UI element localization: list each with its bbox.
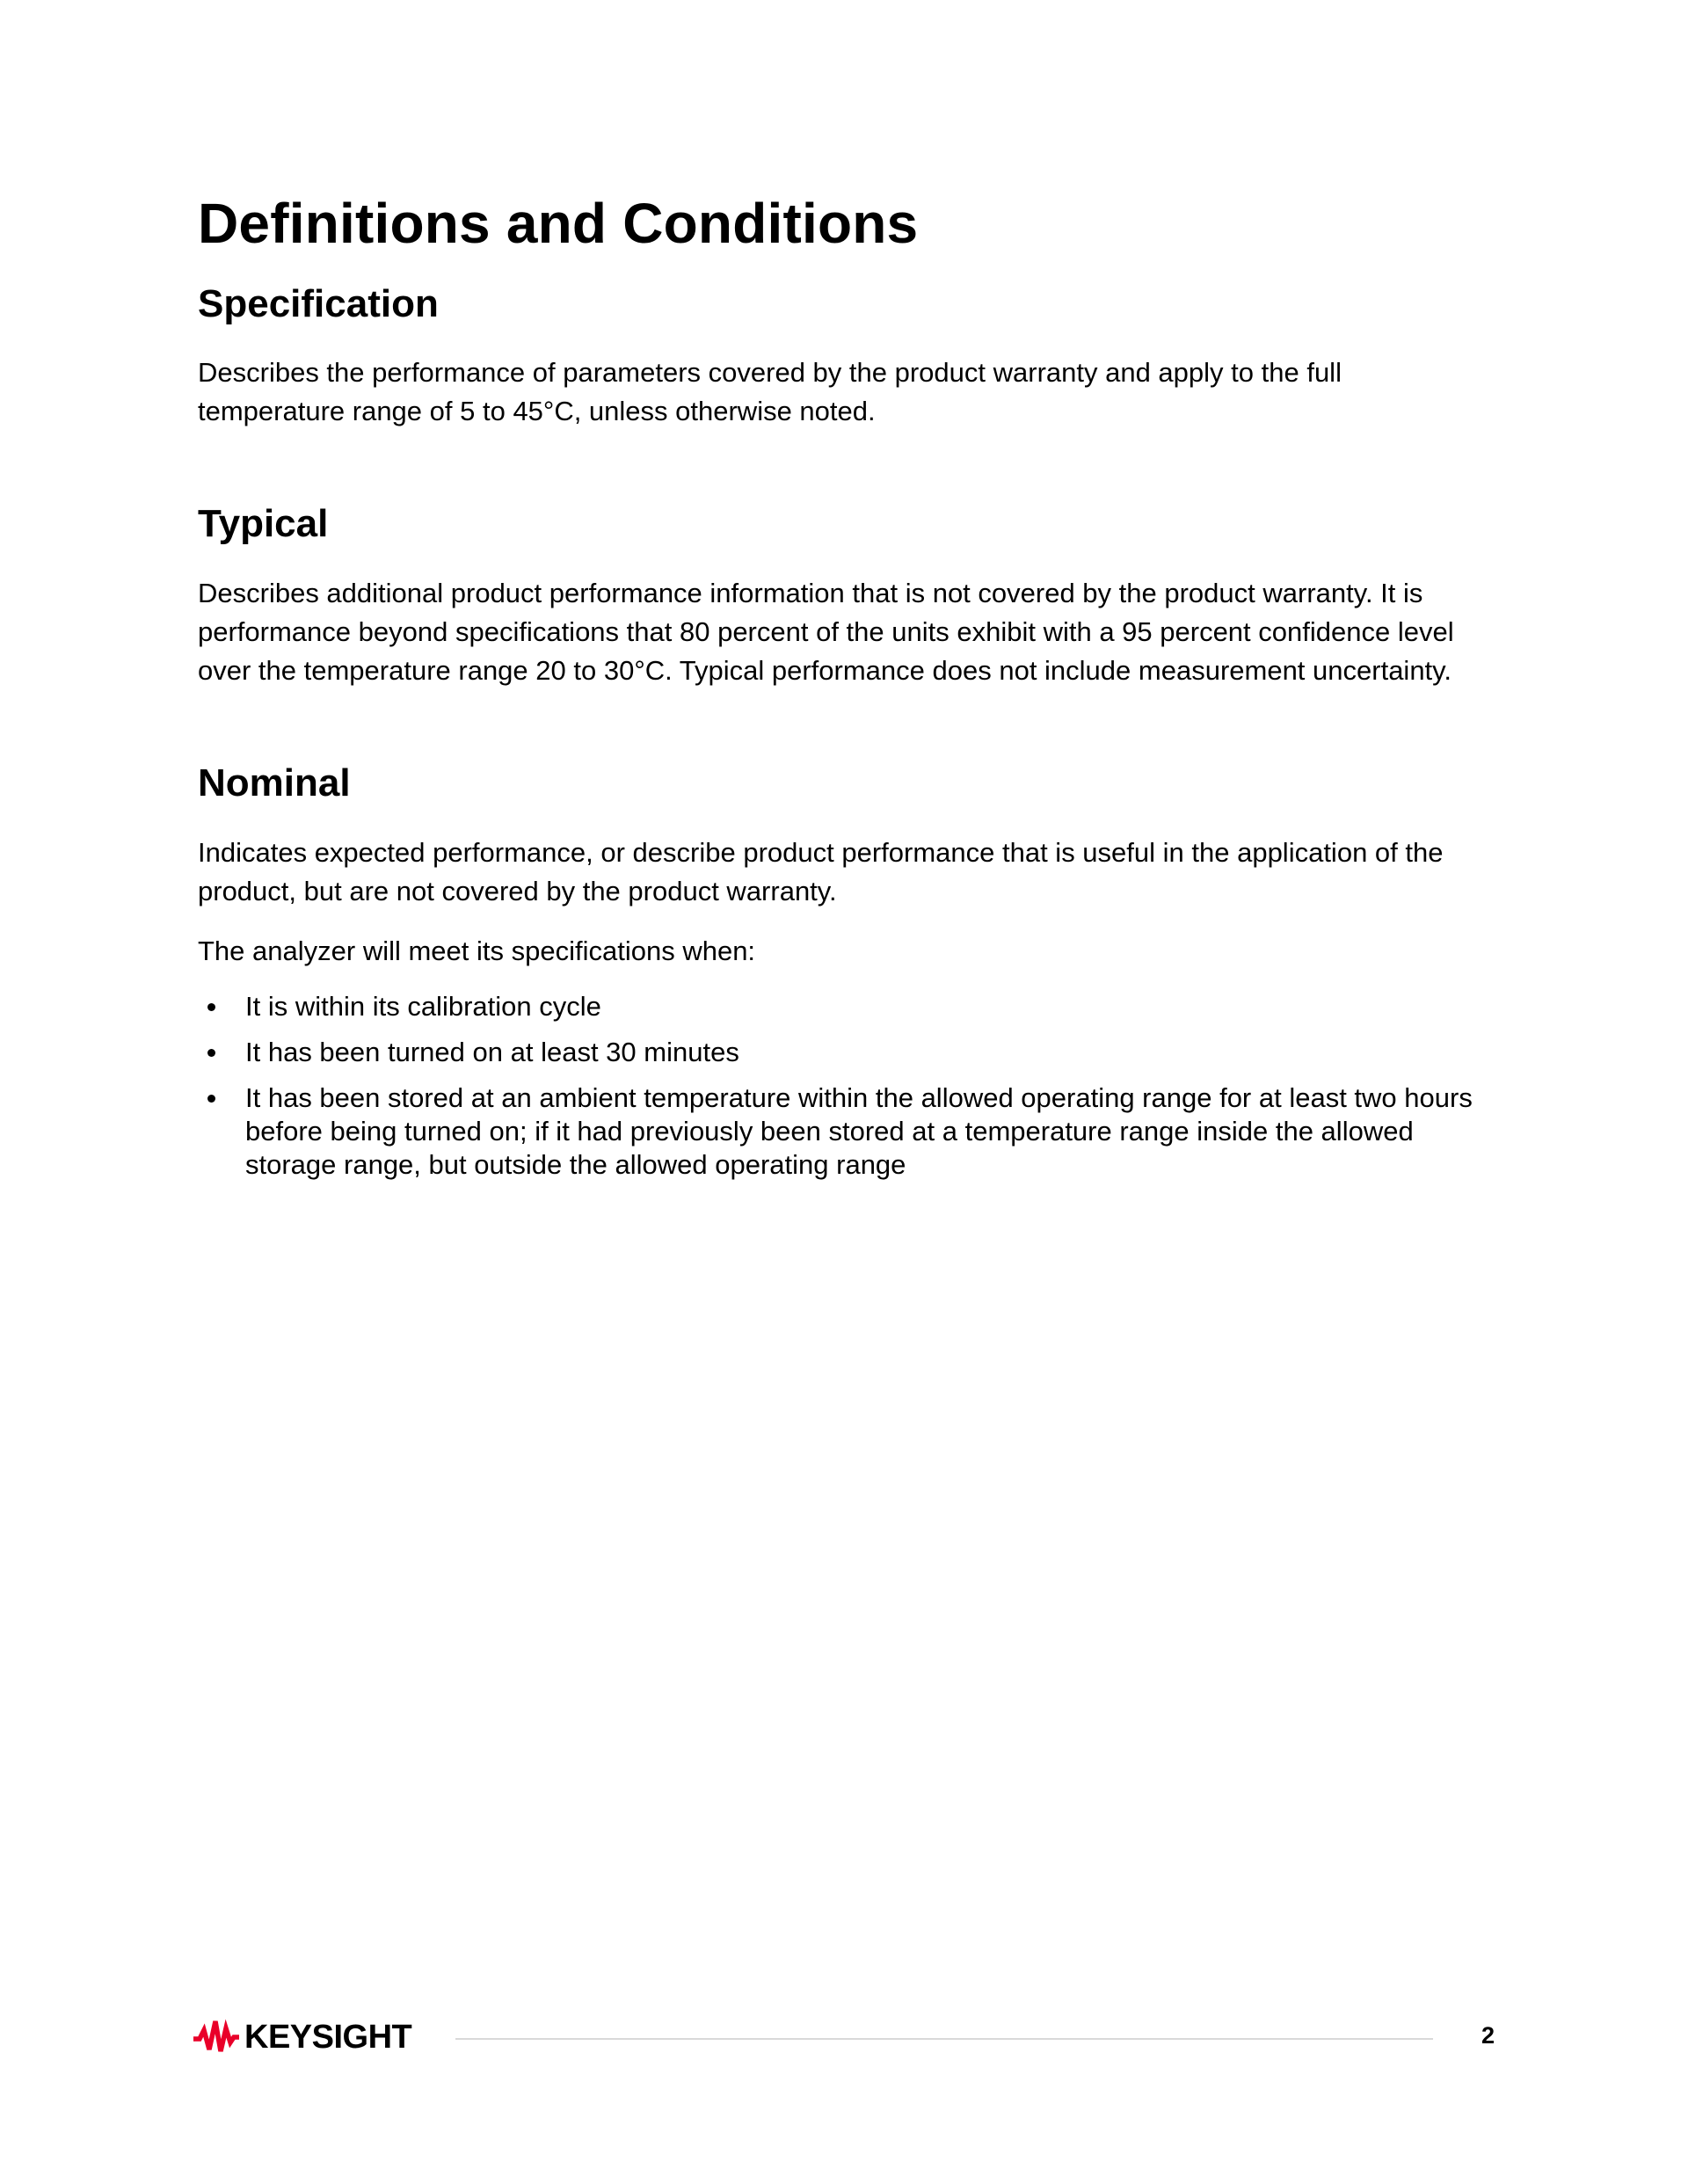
page-title: Definitions and Conditions bbox=[198, 192, 919, 255]
bullet-icon bbox=[207, 1095, 215, 1103]
footer-divider bbox=[455, 2038, 1433, 2040]
section-body-typical: Describes additional product performance information that is not covered by the product warranty. It is performance beyond specifications that 80 percent of the units exhibit with a 95 percent confidence level over the temperature range 20 to 30°C. Typical performance does not include measurement uncertainty. bbox=[198, 578, 1454, 687]
section-heading-specification: Specification bbox=[198, 281, 439, 325]
page-footer bbox=[192, 2015, 1502, 2059]
keysight-waveform-icon bbox=[192, 2018, 241, 2057]
bullet-icon bbox=[207, 1049, 215, 1057]
list-item-text: It has been stored at an ambient temperature within the allowed operating range for at least two hours before being turned on; if it had previously been stored at a temperature range inside the allowed storage range, but outside the allowed operating range bbox=[245, 1081, 1473, 1180]
section-body-nominal: Indicates expected performance, or describe product performance that is useful in the application of the product, but are not covered by the product warranty. bbox=[198, 836, 1444, 906]
section-heading-typical: Typical bbox=[198, 502, 329, 546]
section-body-specification: Describes the performance of parameters covered by the product warranty and apply to the full temperature range of 5 to 45°C, unless otherwise noted. bbox=[198, 357, 1342, 427]
section-typical bbox=[198, 501, 1490, 690]
section-specification bbox=[198, 281, 1490, 432]
section-heading-nominal: Nominal bbox=[198, 761, 351, 805]
list-item bbox=[198, 1081, 1490, 1182]
bullet-icon bbox=[207, 1003, 215, 1011]
logo-wordmark: KEYSIGHT bbox=[244, 2018, 412, 2056]
list-item-text: It is within its calibration cycle bbox=[245, 990, 601, 1022]
list-item bbox=[198, 1036, 1490, 1069]
conditions-lead: The analyzer will meet its specifications when: bbox=[198, 935, 756, 966]
page-number: 2 bbox=[1481, 2022, 1495, 2049]
list-item-text: It has been turned on at least 30 minutes bbox=[245, 1036, 739, 1067]
conditions-list bbox=[198, 990, 1490, 1182]
list-item bbox=[198, 990, 1490, 1023]
keysight-logo bbox=[192, 2015, 411, 2059]
page-content bbox=[198, 192, 1490, 1194]
section-nominal bbox=[198, 761, 1490, 1182]
